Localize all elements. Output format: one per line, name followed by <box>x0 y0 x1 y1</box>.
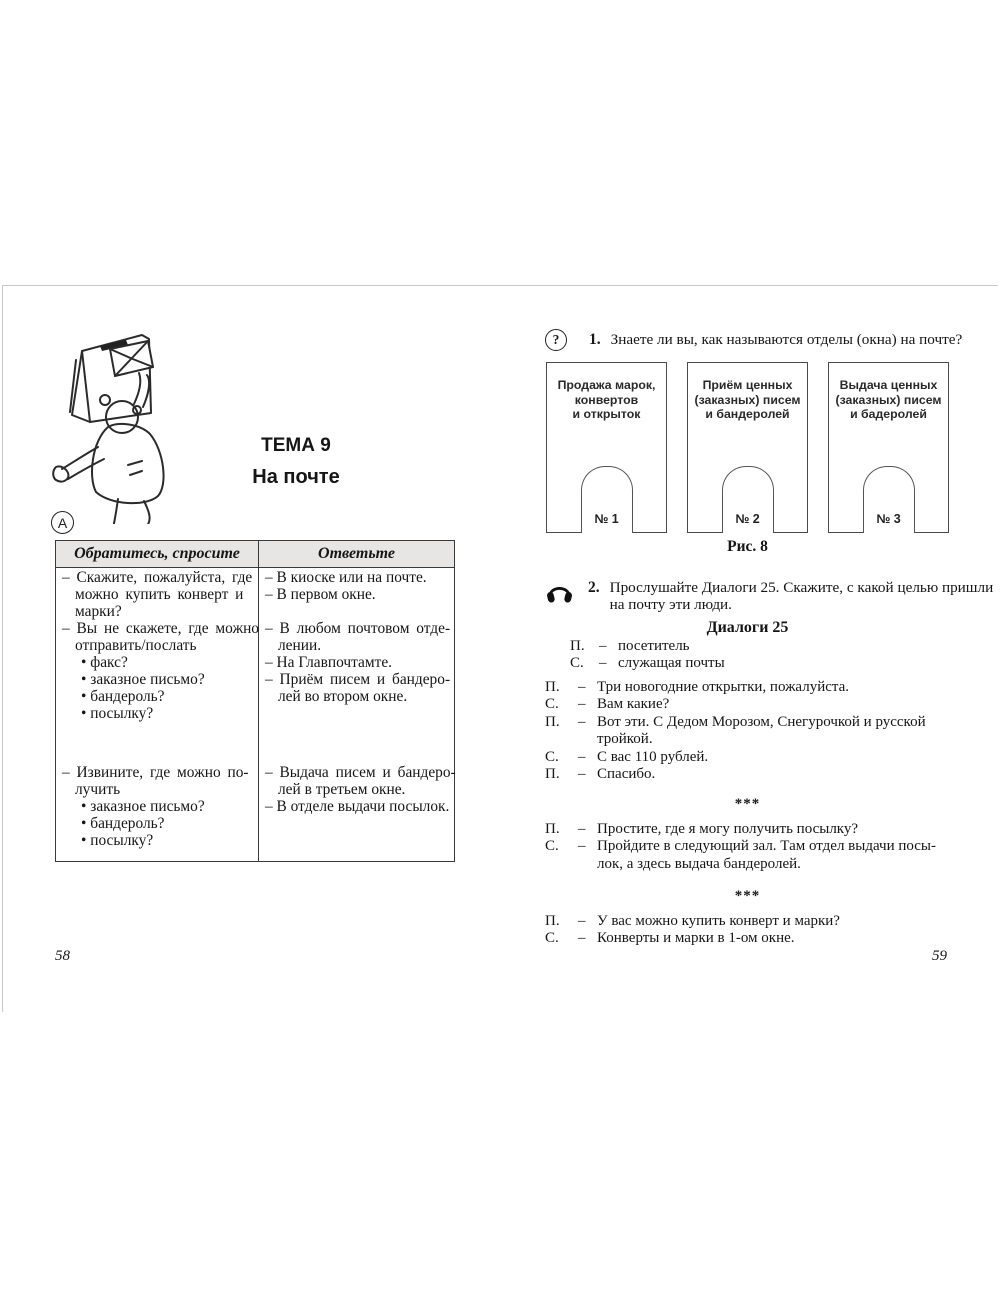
dash: – <box>578 930 586 947</box>
dash: – <box>578 679 586 695</box>
window-arch <box>581 466 633 533</box>
dash <box>578 856 597 873</box>
ask-line: • бандероль? <box>81 688 165 705</box>
ask-line: отправить/послать <box>75 637 197 654</box>
window-arch <box>863 466 915 533</box>
answer-line: – На Главпочтамте. <box>265 654 393 671</box>
ask-line: – Скажите, пожалуйста, где <box>62 569 253 586</box>
speaker-abbr: П. <box>545 913 560 929</box>
window-box-label-line: (заказных) писем <box>694 392 801 407</box>
dialog-line-continuation <box>545 731 955 748</box>
headphones-icon <box>546 580 573 605</box>
dialog-line-continuation <box>545 856 955 873</box>
dialogs-legend <box>570 638 725 671</box>
window-number: № 3 <box>876 512 901 526</box>
separator-stars: *** <box>734 888 761 904</box>
exercise-1 <box>545 329 963 351</box>
dash: – <box>578 838 586 855</box>
speaker-abbr: П. <box>545 821 560 837</box>
window-number: № 1 <box>594 512 619 526</box>
legend-text: посетитель <box>618 638 690 654</box>
answer-line: – В любом почтовом отде- <box>265 620 451 637</box>
dash: – <box>578 713 586 730</box>
post-office-windows-figure <box>546 362 949 533</box>
dialog-text: У вас можно купить конверт и марки? <box>597 913 840 929</box>
dialog-text: Пройдите в следующий зал. Там отдел выдачи посы- <box>597 838 936 855</box>
dialog-line <box>545 749 955 766</box>
phrase-table-body-row <box>56 568 455 862</box>
dialog-line <box>545 930 955 947</box>
window-number: № 2 <box>735 512 760 526</box>
dialog-text: лок, а здесь выдача бандеролей. <box>597 855 801 872</box>
table-header-answer: Ответьте <box>259 541 455 568</box>
theme-title: На почте <box>252 466 340 488</box>
dash: – <box>599 638 607 654</box>
dialog-text: Три новогодние открытки, пожалуйста. <box>597 679 850 695</box>
legend-row <box>570 655 725 672</box>
answer-line: – В первом окне. <box>265 586 376 603</box>
phrase-table <box>55 540 455 862</box>
dash: – <box>578 696 586 713</box>
dialog-block-3 <box>545 913 955 948</box>
speaker-abbr: С. <box>570 654 584 671</box>
speaker-abbr: С. <box>545 696 559 713</box>
dialogs-heading: Диалоги 25 <box>706 619 789 636</box>
speaker-abbr <box>545 731 578 748</box>
dialog-text: Спасибо. <box>597 766 656 783</box>
section-a-marker <box>51 511 74 534</box>
dash: – <box>599 654 607 671</box>
window-box-label-line: (заказных) писем <box>835 392 942 407</box>
ask-line: • заказное письмо? <box>81 671 205 688</box>
phrase-table-header-row <box>56 541 455 568</box>
legend-row <box>570 638 725 655</box>
window-box-label-line: конвертов <box>574 392 639 407</box>
window-box-label-line: Выдача ценных <box>839 378 938 392</box>
ask-line: • посылку? <box>81 832 154 849</box>
ask-line: марки? <box>75 603 122 620</box>
window-box-1 <box>546 362 667 533</box>
answer-line: – В отделе выдачи посылок. <box>265 798 450 815</box>
speaker-abbr: С. <box>545 748 559 765</box>
dialog-line <box>545 679 955 696</box>
dialog-block-2 <box>545 821 955 873</box>
dialog-text: Конверты и марки в 1-ом окне. <box>597 930 795 947</box>
page-number-right: 59 <box>932 948 947 964</box>
window-box-label <box>829 378 948 422</box>
ask-column <box>56 568 259 862</box>
exercise-2-number: 2. <box>588 579 600 596</box>
separator-stars: *** <box>734 796 761 812</box>
ask-line: • заказное письмо? <box>81 798 205 815</box>
dialog-text: Вам какие? <box>597 696 670 713</box>
dialog-line <box>545 821 955 838</box>
window-box-label <box>547 378 666 422</box>
dash: – <box>578 766 586 783</box>
exercise-2-line: на почту эти люди. <box>609 596 732 614</box>
dash: – <box>578 821 586 837</box>
window-box-3 <box>828 362 949 533</box>
theme-number: ТЕМА 9 <box>261 435 331 456</box>
exercise-1-number: 1. <box>589 331 601 348</box>
exercise-1-text: Знаете ли вы, как называются отделы (окна) на почте? <box>610 331 963 348</box>
page-number-left: 58 <box>55 948 70 964</box>
dash <box>578 731 597 748</box>
dialog-text: Вот эти. С Дедом Морозом, Снегурочкой и русской <box>597 713 926 730</box>
answer-line: лении. <box>278 637 322 654</box>
spacer <box>62 722 255 764</box>
dialog-line <box>545 913 955 930</box>
window-box-label <box>688 378 807 422</box>
ask-line: • бандероль? <box>81 815 165 832</box>
answer-line: – Приём писем и бандеро- <box>265 671 451 688</box>
window-box-label-line: и бадеролей <box>850 407 927 421</box>
legend-text: служащая почты <box>618 654 725 671</box>
section-a-letter: А <box>57 514 68 531</box>
speaker-abbr <box>545 856 578 873</box>
exercise-2-line: Прослушайте Диалоги 25. Скажите, с какой целью пришли <box>609 579 994 596</box>
dialog-text: тройкой. <box>597 731 653 748</box>
window-box-label-line: Приём ценных <box>702 378 793 392</box>
dialog-line <box>545 696 955 713</box>
answer-line: – В киоске или на почте. <box>265 569 427 586</box>
table-header-ask: Обратитесь, спросите <box>56 541 259 568</box>
dash: – <box>578 913 586 929</box>
dialog-text: Простите, где я могу получить посылку? <box>597 821 859 837</box>
window-box-2 <box>687 362 808 533</box>
window-arch <box>722 466 774 533</box>
speaker-abbr: П. <box>545 713 560 730</box>
spacer <box>265 705 451 764</box>
figure-caption: Рис. 8 <box>727 538 768 555</box>
ask-line: – Вы не скажете, где можно <box>62 620 260 637</box>
exercise-2-text <box>610 579 994 614</box>
dialog-line <box>545 838 955 855</box>
answer-line: – Выдача писем и бандеро- <box>265 764 456 781</box>
speaker-abbr: С. <box>545 930 559 947</box>
question-icon: ? <box>545 329 567 351</box>
answer-line: лей во втором окне. <box>278 688 408 705</box>
window-box-label-line: Продажа марок, <box>557 378 656 392</box>
speaker-abbr: П. <box>545 766 560 783</box>
window-box-label-line: и бандеролей <box>705 407 790 421</box>
dialog-text: С вас 110 рублей. <box>597 748 709 765</box>
ask-line: • факс? <box>81 654 128 671</box>
exercise-2 <box>546 579 994 614</box>
answer-line: лей в третьем окне. <box>278 781 406 798</box>
ask-line: лучить <box>75 781 121 798</box>
dash: – <box>578 748 586 765</box>
window-box-label-line: и открыток <box>572 407 641 421</box>
speaker-abbr: П. <box>545 679 560 695</box>
ask-line: • посылку? <box>81 705 154 722</box>
dialog-block-1 <box>545 679 955 783</box>
ask-line: – Извините, где можно по- <box>62 764 249 781</box>
speaker-abbr: П. <box>570 638 585 654</box>
dialog-line <box>545 766 955 783</box>
spacer <box>265 603 451 620</box>
ask-line: можно купить конверт и <box>75 586 244 603</box>
speaker-abbr: С. <box>545 838 559 855</box>
mailbox-letter-sketch <box>52 329 232 524</box>
dialog-line <box>545 714 955 731</box>
answer-column <box>259 568 455 862</box>
